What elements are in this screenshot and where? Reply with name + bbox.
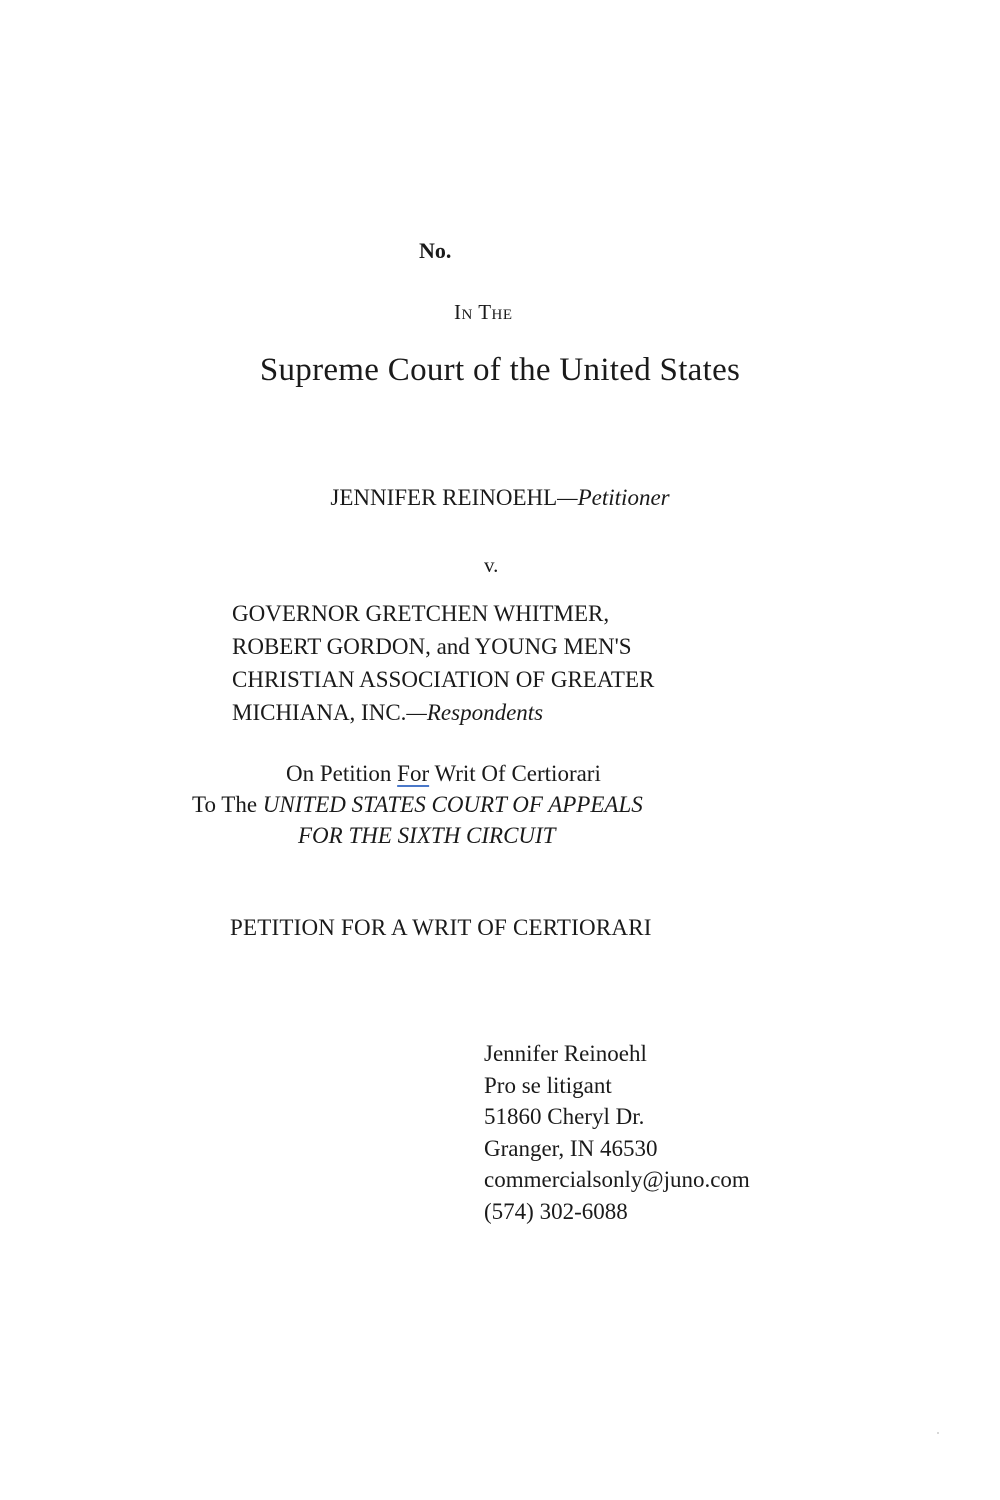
respondents-block (232, 597, 654, 729)
contact-phone: (574) 302-6088 (484, 1198, 628, 1224)
scan-speck (937, 1432, 939, 1434)
on-petition-line (286, 761, 601, 787)
contact-street: 51860 Cheryl Dr. (484, 1104, 645, 1129)
petition-title: PETITION FOR A WRIT OF CERTIORARI (230, 915, 652, 940)
petitioner-line (0, 485, 1000, 511)
lower-court-prefix: To The (192, 792, 263, 817)
respondent-line: ROBERT GORDON, and YOUNG MEN'S (232, 634, 632, 659)
on-petition-end: Writ Of Certiorari (429, 761, 601, 786)
contact-city: Granger, IN 46530 (484, 1135, 658, 1161)
versus-label: v. (484, 553, 499, 577)
respondent-role: —Respondents (406, 700, 544, 725)
petitioner-role: —Petitioner (557, 485, 670, 510)
respondent-line-last (232, 696, 654, 729)
contact-name: Jennifer Reinoehl (484, 1041, 647, 1066)
in-the-label: In The (454, 300, 513, 324)
circuit-name: FOR THE SIXTH CIRCUIT (298, 823, 556, 848)
lower-court-line (192, 792, 643, 818)
respondent-line: CHRISTIAN ASSOCIATION OF GREATER (232, 667, 655, 692)
spellcheck-underlined-word: For (397, 761, 430, 786)
respondent-line: GOVERNOR GRETCHEN WHITMER, (232, 601, 610, 626)
respondent-line: MICHIANA, INC. (232, 700, 407, 725)
petitioner-name: JENNIFER REINOEHL (330, 485, 558, 510)
lower-court-name: UNITED STATES COURT OF APPEALS (262, 792, 643, 817)
contact-role: Pro se litigant (484, 1072, 612, 1098)
on-petition-start: On Petition (286, 761, 398, 786)
docket-number-label: No. (419, 238, 452, 263)
contact-email: commercialsonly@juno.com (484, 1167, 750, 1192)
court-name-heading: Supreme Court of the United States (259, 352, 741, 388)
contact-block (484, 1038, 750, 1227)
